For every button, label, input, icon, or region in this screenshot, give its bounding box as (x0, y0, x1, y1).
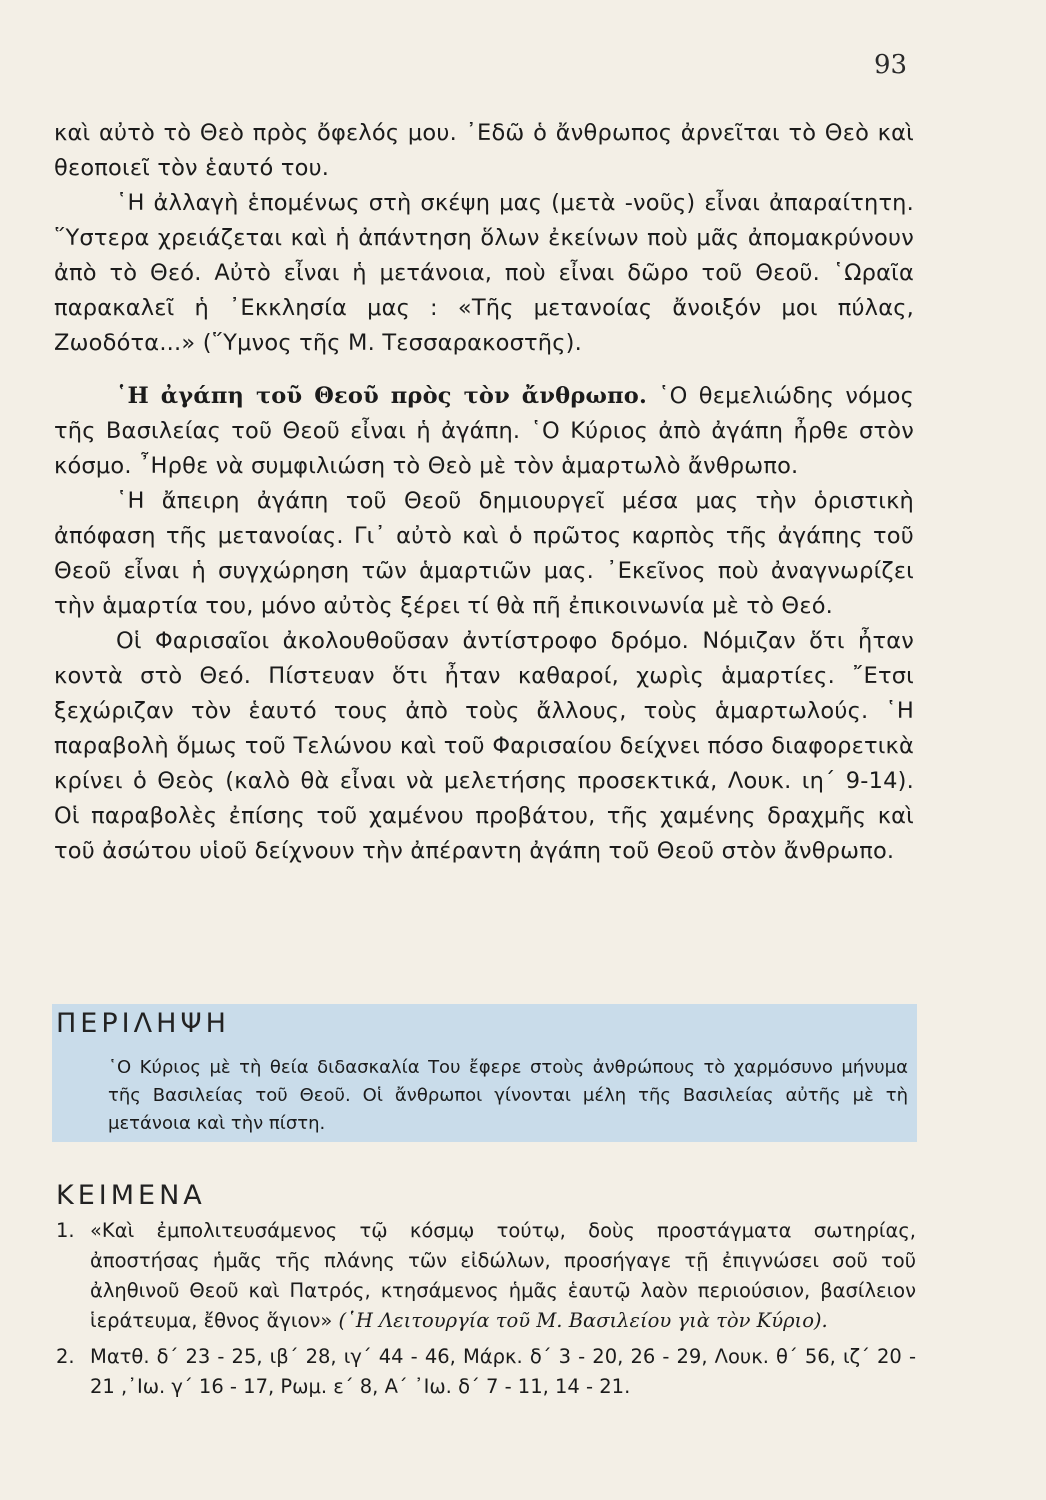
list-item-number: 1. (56, 1219, 75, 1242)
list-item-number: 2. (56, 1345, 75, 1368)
paragraph-2: ῾Η ἀλλαγὴ ἑπομένως στὴ σκέψη μας (μετὰ -νοῦς) εἶναι ἀπαραίτητη. ῞Υστερα χρειάζεται καὶ ἡ ἀπάντηση ὅλων ἐκείνων ποὺ μᾶς ἀπομακρύνουν ἀπὸ τὸ Θεό. Αὐτὸ εἶναι ἡ μετάνοια, ποὺ εἶναι δῶρο τοῦ Θεοῦ. ῾Ωραῖα παρακαλεῖ ἡ ᾿Εκκλησία μας : «Τῆς μετανοίας ἄνοιξόν μοι πύλας, Ζωοδότα...» (῞Υμνος τῆς Μ. Τεσσαρακοστῆς). (54, 190, 914, 356)
main-text (54, 116, 914, 869)
list-item (56, 1216, 916, 1336)
paragraph-3-text: ῾Ο θεμελιώδης νόμος τῆς Βασιλείας τοῦ Θεοῦ εἶναι ἡ ἀγάπη. ῾Ο Κύριος ἀπὸ ἀγάπη ἦρθε στὸν κόσμο. ῏Ηρθε νὰ συμφιλιώση τὸ Θεὸ μὲ τὸν ἁμαρτωλὸ ἄνθρωπο. (54, 383, 914, 479)
page-number: 93 (874, 50, 908, 80)
paragraph-1: καὶ αὐτὸ τὸ Θεὸ πρὸς ὄφελός μου. ᾿Εδῶ ὁ ἄνθρωπος ἀρνεῖται τὸ Θεὸ καὶ θεοποιεῖ τὸν ἑαυτό του. (54, 120, 914, 181)
quote-source: (῾Η Λειτουργία τοῦ Μ. Βασιλείου γιὰ τὸν Κύριο). (338, 1309, 828, 1332)
paragraph-3 (54, 379, 914, 484)
list-item (56, 1342, 916, 1402)
section-heading: ῾Η ἀγάπη τοῦ Θεοῦ πρὸς τὸν ἄνθρωπο. (116, 383, 648, 409)
paragraph-5: Οἱ Φαρισαῖοι ἀκολουθοῦσαν ἀντίστροφο δρόμο. Νόμιζαν ὅτι ἦταν κοντὰ στὸ Θεό. Πίστευαν ὅτι ἦταν καθαροί, χωρὶς ἁμαρτίες. ῎Ετσι ξεχώριζαν τὸν ἑαυτό τους ἀπὸ τοὺς ἄλλους, τοὺς ἁμαρτωλούς. ῾Η παραβολὴ ὅμως τοῦ Τελώνου καὶ τοῦ Φαρισαίου δείχνει πόσο διαφορετικὰ κρίνει ὁ Θεὸς (καλὸ θὰ εἶναι νὰ μελετήσης προσεκτικά, Λουκ. ιη´ 9-14). Οἱ παραβολὲς ἐπίσης τοῦ χαμένου προβάτου, τῆς χαμένης δραχμῆς καὶ τοῦ ἀσώτου υἱοῦ δείχνουν τὴν ἀπέραντη ἀγάπη τοῦ Θεοῦ στὸν ἄνθρωπο. (54, 628, 914, 864)
texts-title: ΚΕΙΜΕΝΑ (56, 1180, 206, 1211)
summary-text: ῾Ο Κύριος μὲ τὴ θεία διδασκαλία Του ἔφερε στοὺς ἀνθρώπους τὸ χαρμόσυνο μήνυμα τῆς Βασιλείας τοῦ Θεοῦ. Οἱ ἄνθρωποι γίνονται μέλη τῆς Βασιλείας αὐτῆς μὲ τὴ μετάνοια καὶ τὴν πίστη. (108, 1057, 908, 1134)
summary-title: ΠΕΡΙΛΗΨΗ (56, 1008, 230, 1039)
texts-list (56, 1216, 916, 1408)
list-item-text: Ματθ. δ´ 23 - 25, ιβ´ 28, ιγ´ 44 - 46, Μάρκ. δ´ 3 - 20, 26 - 29, Λουκ. θ´ 56, ιζ´ 20 - 21 ,᾿Ιω. γ´ 16 - 17, Ρωμ. ε´ 8, Α´ ᾿Ιω. δ´ 7 - 11, 14 - 21. (90, 1345, 916, 1398)
list-item-text (90, 1216, 916, 1336)
quote-text: «Καὶ ἐμπολιτευσάμενος τῷ κόσμῳ τούτῳ, δοὺς προστάγματα σωτηρίας, ἀποστήσας ἡμᾶς τῆς πλάνης τῶν εἰδώλων, προσήγαγε τῇ ἐπιγνώσει σοῦ τοῦ ἀληθινοῦ Θεοῦ καὶ Πατρός, κτησάμενος ἡμᾶς ἑαυτῷ λαὸν περιούσιον, βασίλειον ἱεράτευμα, ἔθνος ἅγιον» (90, 1219, 916, 1332)
paragraph-4: ῾Η ἄπειρη ἀγάπη τοῦ Θεοῦ δημιουργεῖ μέσα μας τὴν ὁριστικὴ ἀπόφαση τῆς μετανοίας. Γι᾿ αὐτὸ καὶ ὁ πρῶτος καρπὸς τῆς ἀγάπης τοῦ Θεοῦ εἶναι ἡ συγχώρηση τῶν ἁμαρτιῶν μας. ᾿Εκεῖνος ποὺ ἀναγνωρίζει τὴν ἁμαρτία του, μόνο αὐτὸς ξέρει τί θὰ πῆ ἐπικοινωνία μὲ τὸ Θεό. (54, 488, 914, 619)
